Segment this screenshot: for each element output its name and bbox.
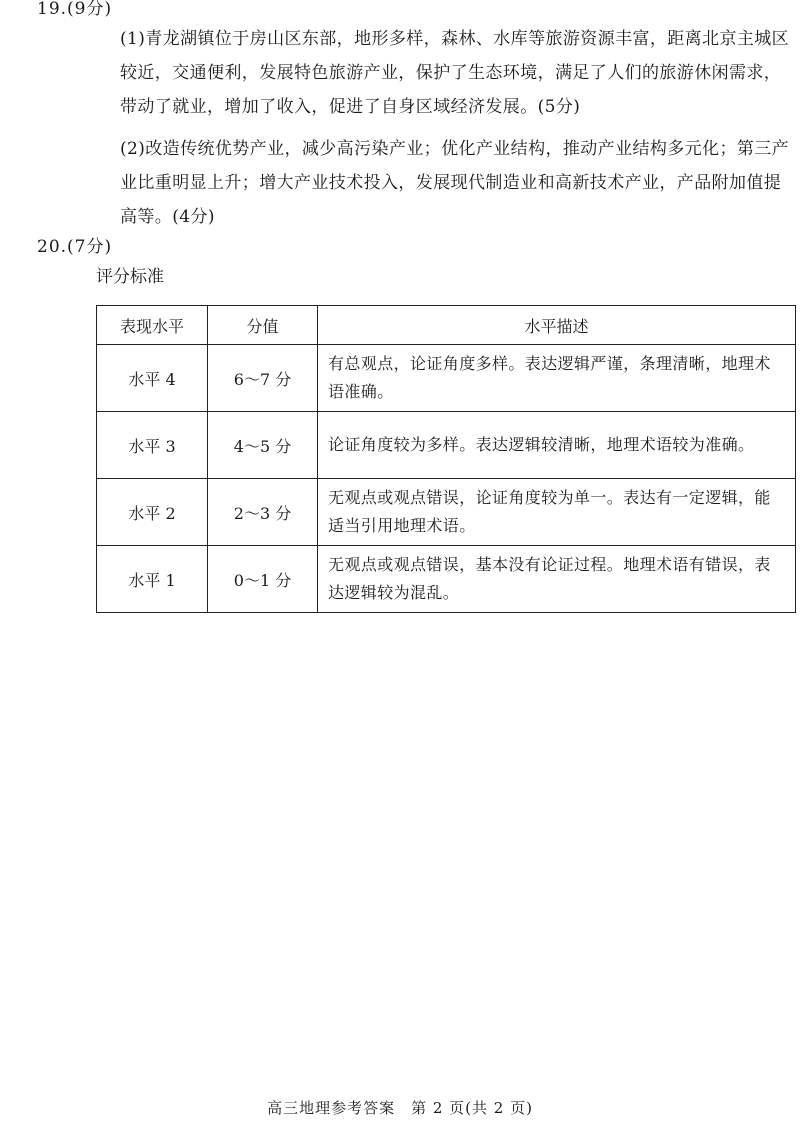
scoring-criteria-label: 评分标准 (96, 267, 164, 287)
description-cell: 论证角度较为多样。表达逻辑较清晰，地理术语较为准确。 (318, 412, 796, 479)
header-description: 水平描述 (318, 306, 796, 345)
description-cell: 无观点或观点错误，论证角度较为单一。表达有一定逻辑，能适当引用地理术语。 (318, 479, 796, 546)
scoring-table (96, 305, 796, 613)
score-cell: 0～1 分 (208, 546, 318, 613)
level-cell: 水平 4 (97, 345, 208, 412)
level-cell: 水平 1 (97, 546, 208, 613)
question-19-part-1-text: (1)青龙湖镇位于房山区东部，地形多样，森林、水库等旅游资源丰富，距离北京主城区较近，交通便利，发展特色旅游产业，保护了生态环境，满足了人们的旅游休闲需求，带动了就业，增加了收入，促进了自身区域经济发展。(5分) (120, 29, 790, 117)
question-19-part-2-text: (2)改造传统优势产业，减少高污染产业；优化产业结构，推动产业结构多元化；第三产业比重明显上升；增大产业技术投入，发展现代制造业和高新技术产业，产品附加值提高等。(4分) (120, 139, 790, 227)
question-19-part-2 (96, 132, 796, 234)
question-19-part-1 (96, 22, 796, 124)
question-20-heading: 20.(7分) (37, 237, 113, 257)
score-cell: 4～5 分 (208, 412, 318, 479)
level-cell: 水平 2 (97, 479, 208, 546)
description-cell: 无观点或观点错误，基本没有论证过程。地理术语有错误，表达逻辑较为混乱。 (318, 546, 796, 613)
scoring-table-header-row (97, 306, 796, 345)
description-cell: 有总观点，论证角度多样。表达逻辑严谨，条理清晰，地理术语准确。 (318, 345, 796, 412)
score-cell: 2～3 分 (208, 479, 318, 546)
header-score: 分值 (208, 306, 318, 345)
header-level: 表现水平 (97, 306, 208, 345)
table-row (97, 479, 796, 546)
page-footer: 高三地理参考答案 第 2 页(共 2 页) (267, 1099, 533, 1117)
table-row (97, 345, 796, 412)
table-row (97, 412, 796, 479)
table-row (97, 546, 796, 613)
question-19-heading: 19.(9分) (37, 0, 113, 19)
level-cell: 水平 3 (97, 412, 208, 479)
score-cell: 6～7 分 (208, 345, 318, 412)
